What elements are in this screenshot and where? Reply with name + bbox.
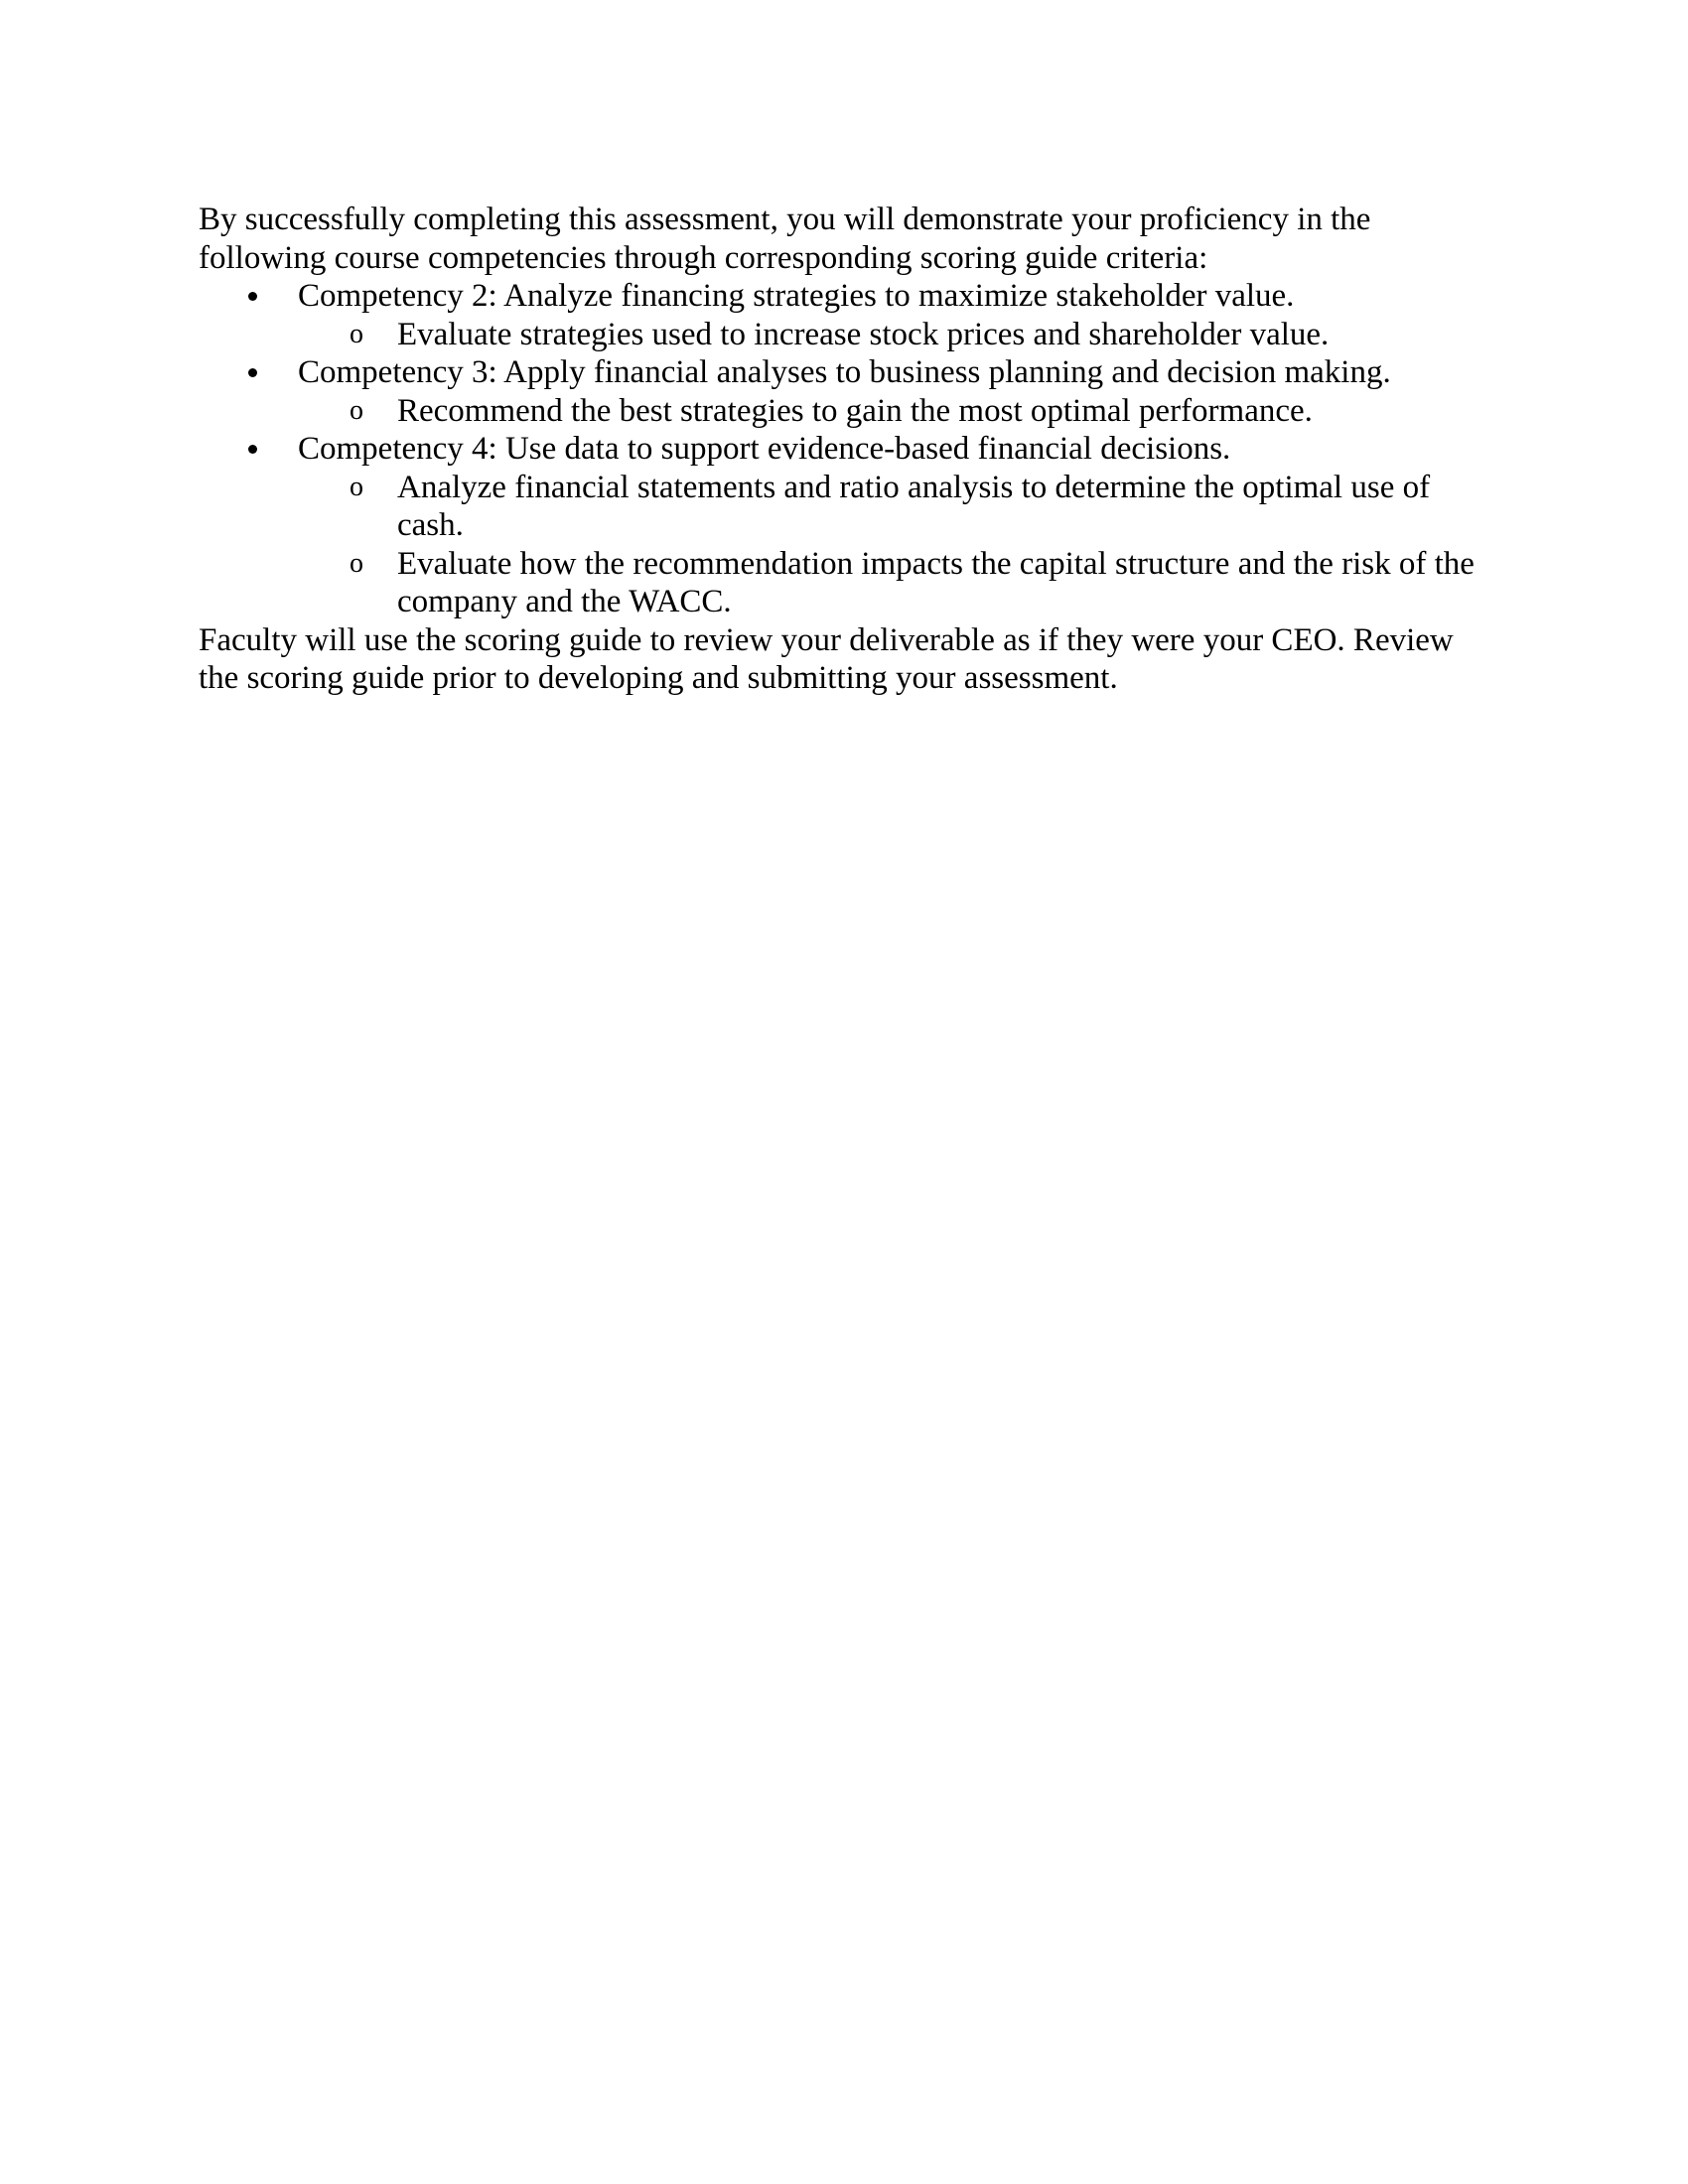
document-body [199,201,1499,698]
competency-label: Competency 4: Use data to support evidence-based financial decisions. [298,431,1231,467]
competency-item [199,353,1499,392]
bullet-icon [248,353,257,392]
criterion-item [199,545,1499,621]
sub-bullet-icon: o [350,471,363,502]
sub-bullet-icon: o [350,318,363,349]
intro-paragraph: By successfully completing this assessment, you will demonstrate your proficiency in the following course competencies through corresponding scoring guide criteria: [199,202,1371,276]
sub-bullet-icon: o [350,394,363,426]
criterion-text: Analyze financial statements and ratio analysis to determine the optimal use of cash. [397,469,1431,543]
criterion-item [199,316,1499,354]
closing-paragraph: Faculty will use the scoring guide to review your deliverable as if they were your CEO. Review the scoring guide prior to developing and submitting your assessment. [199,621,1454,696]
bullet-icon [248,430,257,469]
criterion-item [199,469,1499,545]
criterion-text: Recommend the best strategies to gain the most optimal performance. [397,392,1313,429]
competency-item [199,430,1499,469]
criterion-item [199,392,1499,431]
competency-label: Competency 3: Apply financial analyses to business planning and decision making. [298,354,1391,390]
sub-bullet-icon: o [350,547,363,579]
criterion-text: Evaluate how the recommendation impacts the capital structure and the risk of the company and the WACC. [397,545,1475,619]
competency-label: Competency 2: Analyze financing strategies to maximize stakeholder value. [298,278,1295,314]
bullet-icon [248,277,257,316]
competency-item [199,277,1499,316]
criterion-text: Evaluate strategies used to increase stock prices and shareholder value. [397,316,1330,352]
